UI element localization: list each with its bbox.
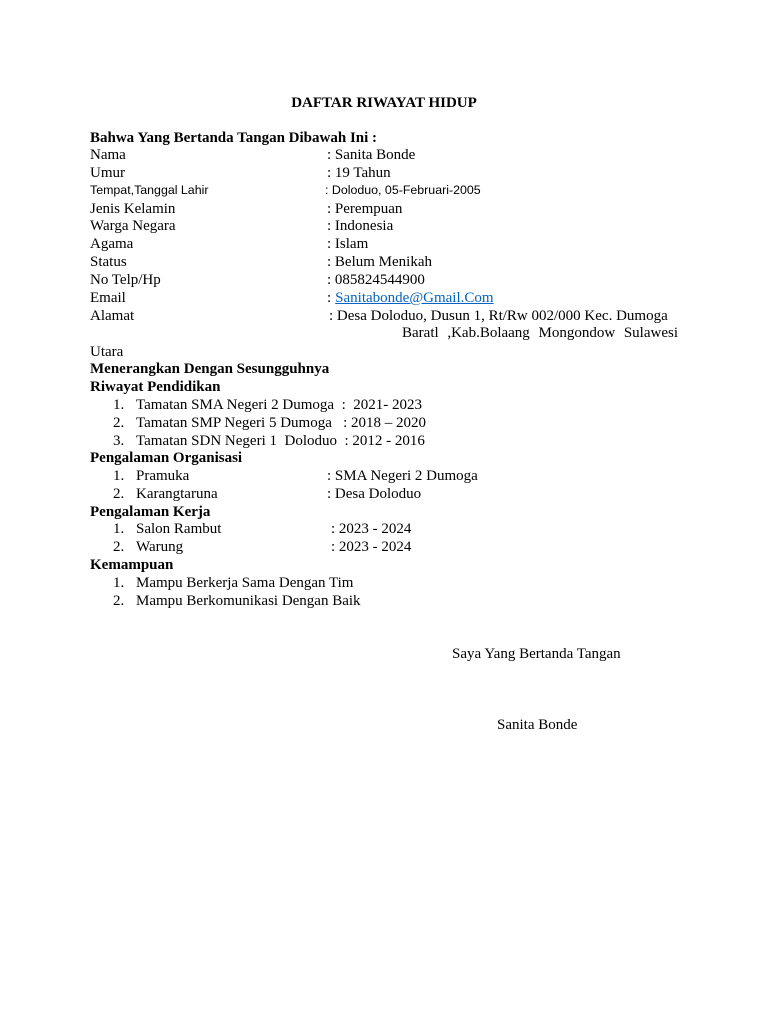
field-row-email bbox=[0, 289, 768, 307]
field-value-alamat-line-2: Baratl ,Kab.Bolaang Mongondow Sulawesi bbox=[402, 325, 678, 341]
field-label-status: Status bbox=[90, 254, 127, 270]
work-heading: Pengalaman Kerja bbox=[90, 504, 211, 520]
signature-caption-row bbox=[0, 645, 768, 663]
field-label-warga-negara: Warga Negara bbox=[90, 218, 176, 234]
work-item-period: : 2023 - 2024 bbox=[331, 539, 412, 555]
skills-heading-row bbox=[0, 556, 768, 574]
field-value-tempat-tanggal-lahir: : Doloduo, 05-Februari-2005 bbox=[325, 183, 481, 197]
statement-heading: Menerangkan Dengan Sesungguhnya bbox=[90, 361, 330, 377]
field-label-jenis-kelamin: Jenis Kelamin bbox=[90, 201, 176, 217]
skills-list-item bbox=[0, 592, 768, 610]
work-heading-row bbox=[0, 503, 768, 521]
field-value-telp: : 085824544900 bbox=[327, 272, 425, 288]
field-row-alamat bbox=[0, 307, 768, 325]
signature-name-row bbox=[0, 716, 768, 734]
list-number: 1. bbox=[113, 397, 125, 413]
signature-caption: Saya Yang Bertanda Tangan bbox=[452, 646, 621, 662]
education-list-item bbox=[0, 414, 768, 432]
work-item-period: : 2023 - 2024 bbox=[331, 521, 412, 537]
field-row-umur bbox=[0, 164, 768, 182]
education-item-text: Tamatan SMP Negeri 5 Dumoga : 2018 – 2020 bbox=[136, 415, 427, 431]
skill-item-text: Mampu Berkomunikasi Dengan Baik bbox=[136, 593, 361, 609]
field-row-nama bbox=[0, 146, 768, 164]
organization-list-item bbox=[0, 467, 768, 485]
education-item-text: Tamatan SDN Negeri 1 Doloduo : 2012 - 2016 bbox=[136, 433, 425, 449]
field-label-agama: Agama bbox=[90, 236, 134, 252]
organization-item-name: Pramuka bbox=[136, 468, 190, 484]
organization-heading: Pengalaman Organisasi bbox=[90, 450, 243, 466]
field-value-alamat-line-1: : Desa Doloduo, Dusun 1, Rt/Rw 002/000 Kec. Dumoga bbox=[329, 308, 668, 324]
education-heading: Riwayat Pendidikan bbox=[90, 379, 221, 395]
field-row-agama bbox=[0, 235, 768, 253]
field-value-status: : Belum Menikah bbox=[327, 254, 432, 270]
field-row-tempat-tanggal-lahir bbox=[0, 181, 768, 199]
field-row-warga-negara bbox=[0, 217, 768, 235]
skills-list-item bbox=[0, 574, 768, 592]
list-number: 1. bbox=[113, 468, 125, 484]
education-list-item bbox=[0, 396, 768, 414]
education-item-text: Tamatan SMA Negeri 2 Dumoga : 2021- 2023 bbox=[136, 397, 422, 413]
work-item-name: Warung bbox=[136, 539, 184, 555]
skills-heading: Kemampuan bbox=[90, 557, 174, 573]
signature-name: Sanita Bonde bbox=[497, 717, 578, 733]
education-heading-row bbox=[0, 378, 768, 396]
field-row-telp bbox=[0, 271, 768, 289]
list-number: 2. bbox=[113, 415, 125, 431]
organization-item-value: : Desa Doloduo bbox=[327, 486, 422, 502]
work-list-item bbox=[0, 538, 768, 556]
field-value-alamat-line-3: Utara bbox=[90, 344, 124, 360]
list-number: 2. bbox=[113, 539, 125, 555]
list-number: 1. bbox=[113, 521, 125, 537]
list-number: 2. bbox=[113, 486, 125, 502]
field-label-nama: Nama bbox=[90, 147, 126, 163]
field-value-agama: : Islam bbox=[327, 236, 369, 252]
work-list-item bbox=[0, 520, 768, 538]
field-value-jenis-kelamin: : Perempuan bbox=[327, 201, 403, 217]
education-list-item bbox=[0, 432, 768, 450]
intro-row bbox=[0, 129, 768, 147]
field-label-umur: Umur bbox=[90, 165, 125, 181]
field-value-warga-negara: : Indonesia bbox=[327, 218, 394, 234]
address-continuation-row bbox=[0, 324, 768, 342]
list-number: 1. bbox=[113, 575, 125, 591]
field-value-umur: : 19 Tahun bbox=[327, 165, 391, 181]
field-label-tempat-tanggal-lahir: Tempat,Tanggal Lahir bbox=[90, 183, 209, 197]
field-label-telp: No Telp/Hp bbox=[90, 272, 161, 288]
intro-text: Bahwa Yang Bertanda Tangan Dibawah Ini : bbox=[90, 130, 378, 146]
field-row-status bbox=[0, 253, 768, 271]
email-link[interactable]: Sanitabonde@Gmail.Com bbox=[335, 290, 494, 306]
title-row bbox=[0, 94, 768, 112]
field-value-email bbox=[327, 289, 494, 307]
organization-heading-row bbox=[0, 449, 768, 467]
organization-list-item bbox=[0, 485, 768, 503]
list-number: 2. bbox=[113, 593, 125, 609]
statement-row bbox=[0, 360, 768, 378]
work-item-name: Salon Rambut bbox=[136, 521, 222, 537]
organization-item-value: : SMA Negeri 2 Dumoga bbox=[327, 468, 478, 484]
field-label-email: Email bbox=[90, 290, 126, 306]
email-separator: : bbox=[327, 290, 332, 306]
list-number: 3. bbox=[113, 433, 125, 449]
organization-item-name: Karangtaruna bbox=[136, 486, 218, 502]
address-wrap-row bbox=[0, 343, 768, 361]
field-value-nama: : Sanita Bonde bbox=[327, 147, 416, 163]
field-label-alamat: Alamat bbox=[90, 308, 135, 324]
field-row-jenis-kelamin bbox=[0, 200, 768, 218]
skill-item-text: Mampu Berkerja Sama Dengan Tim bbox=[136, 575, 354, 591]
document-title: DAFTAR RIWAYAT HIDUP bbox=[291, 95, 477, 111]
